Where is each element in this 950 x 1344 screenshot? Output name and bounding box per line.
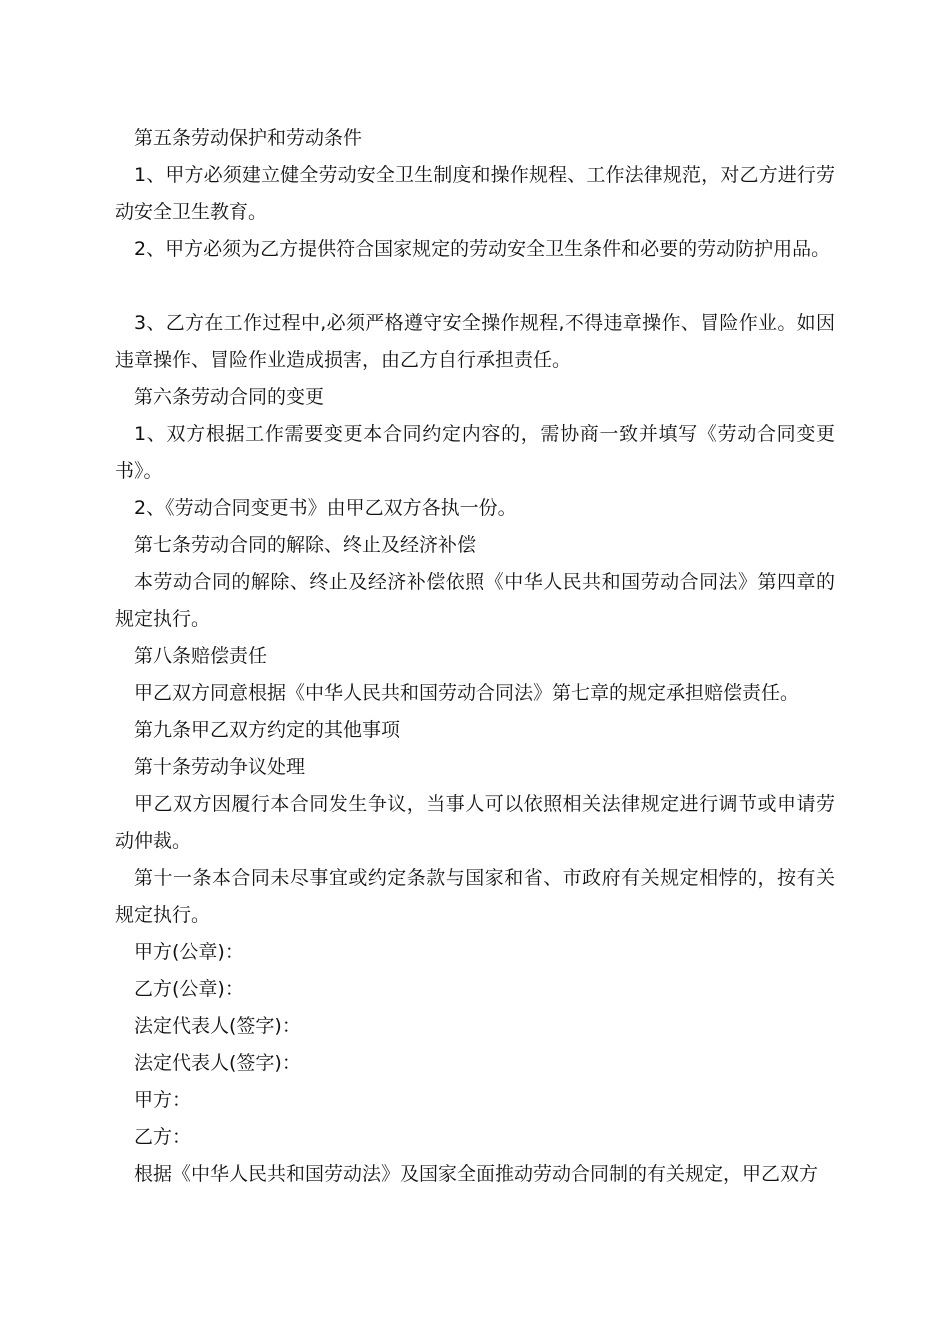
legal-rep-signature-line-a: 法定代表人(签字)： — [134, 1015, 301, 1037]
party-b-line: 乙方： — [134, 1126, 192, 1148]
article-5-heading: 第五条劳动保护和劳动条件 — [134, 127, 363, 149]
preamble-paragraph: 根据《中华人民共和国劳动法》及国家全面推动劳动合同制的有关规定，甲乙双方 — [134, 1163, 819, 1185]
article-6-heading: 第六条劳动合同的变更 — [134, 386, 325, 408]
article-10-body: 甲乙双方因履行本合同发生争议，当事人可以依照相关法律规定进行调节或申请劳动仲裁。 — [115, 793, 835, 852]
article-5-clause-2: 2、甲方必须为乙方提供符合国家规定的劳动安全卫生条件和必要的劳动防护用品。 — [134, 238, 831, 260]
article-7-body: 本劳动合同的解除、终止及经济补偿依照《中华人民共和国劳动合同法》第四章的规定执行。 — [115, 571, 835, 630]
party-b-seal-line: 乙方(公章)： — [134, 978, 244, 1000]
document-body — [115, 120, 835, 1193]
party-a-line: 甲方： — [134, 1089, 192, 1111]
article-6-clause-2: 2、《劳动合同变更书》由甲乙双方各执一份。 — [134, 497, 517, 519]
article-11-body: 第十一条本合同未尽事宜或约定条款与国家和省、市政府有关规定相悖的，按有关规定执行。 — [115, 867, 835, 926]
legal-rep-signature-line-b: 法定代表人(签字)： — [134, 1052, 301, 1074]
article-7-heading: 第七条劳动合同的解除、终止及经济补偿 — [134, 534, 477, 556]
article-9-heading: 第九条甲乙双方约定的其他事项 — [134, 719, 401, 741]
party-a-seal-line: 甲方(公章)： — [134, 941, 244, 963]
article-5-clause-1: 1、甲方必须建立健全劳动安全卫生制度和操作规程、工作法律规范，对乙方进行劳动安全卫生教育。 — [115, 164, 835, 223]
blank-line — [115, 268, 835, 305]
article-8-heading: 第八条赔偿责任 — [134, 645, 268, 667]
article-5-clause-3: 3、乙方在工作过程中,必须严格遵守安全操作规程,不得违章操作、冒险作业。如因违章操作、冒险作业造成损害，由乙方自行承担责任。 — [115, 312, 835, 371]
article-8-body: 甲乙双方同意根据《中华人民共和国劳动合同法》第七章的规定承担赔偿责任。 — [134, 682, 800, 704]
article-6-clause-1: 1、双方根据工作需要变更本合同约定内容的，需协商一致并填写《劳动合同变更书》。 — [115, 423, 835, 482]
article-10-heading: 第十条劳动争议处理 — [134, 756, 306, 778]
